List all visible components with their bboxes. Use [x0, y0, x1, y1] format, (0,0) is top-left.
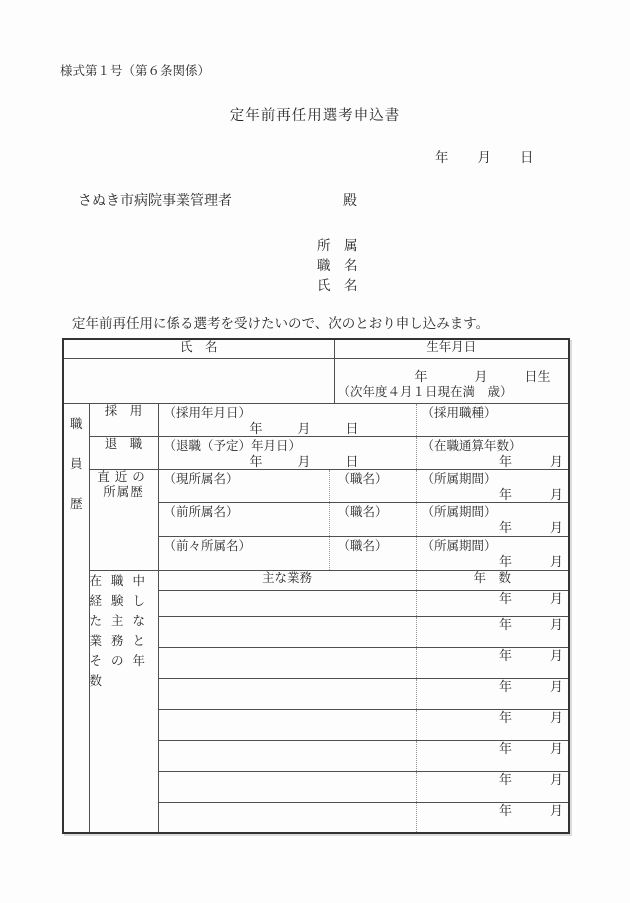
- field-affiliation-label: 所 属: [317, 238, 358, 253]
- group-label-duties-experienced: 在職中 経験し た主な 業務と その年 数: [89, 570, 158, 833]
- birth-day-label: 日生: [524, 368, 551, 384]
- duty-description-cell[interactable]: [158, 616, 416, 647]
- duty-description-cell[interactable]: [158, 771, 416, 802]
- name-column-header: 氏 名: [63, 339, 334, 358]
- honorific-dono: 殿: [343, 194, 357, 209]
- years-column-header: 年 数: [416, 570, 569, 590]
- intro-sentence: 定年前再任用に係る選考を受けたいので、次のとおり申し込みます。: [72, 316, 490, 331]
- duty-years-cell[interactable]: 年 月: [416, 771, 569, 802]
- birthdate-column-header: 生年月日: [334, 339, 569, 358]
- name-input-cell[interactable]: [63, 358, 334, 403]
- hire-jobtype-label: （採用職種）: [421, 405, 497, 420]
- birth-ymd-line: [335, 369, 569, 384]
- applicant-fields: [317, 236, 358, 296]
- before-previous-affiliation-cell[interactable]: （前々所属名）: [158, 536, 329, 570]
- duties-column-header: 主な業務: [158, 570, 416, 590]
- birth-year-label: 年: [414, 368, 428, 384]
- duty-description-cell[interactable]: [158, 709, 416, 740]
- application-table: [62, 338, 570, 834]
- hire-date-field-label: （採用年月日）: [163, 405, 252, 420]
- birth-month-label: 月: [474, 368, 488, 384]
- duty-description-cell[interactable]: [158, 802, 416, 833]
- hire-date-cell[interactable]: （採用年月日） 年 月 日: [158, 403, 416, 436]
- duty-years-cell[interactable]: 年 月: [416, 740, 569, 771]
- previous-period-cell[interactable]: （所属期間） 年 月: [416, 502, 569, 536]
- previous-affiliation-cell[interactable]: （前所属名）: [158, 502, 329, 536]
- age-note: （次年度４月１日現在満 歳）: [337, 384, 513, 399]
- current-period-cell[interactable]: （所属期間） 年 月: [416, 469, 569, 502]
- duty-description-cell[interactable]: [158, 678, 416, 709]
- birthdate-input-cell[interactable]: [334, 358, 569, 403]
- before-previous-period-cell[interactable]: （所属期間） 年 月: [416, 536, 569, 570]
- duty-years-cell[interactable]: 年 月: [416, 647, 569, 678]
- duty-description-cell[interactable]: [158, 590, 416, 616]
- row-label-retire: 退 職: [89, 436, 158, 469]
- group-label-employment-history: 職 員 歴: [63, 403, 89, 833]
- date-month-label: 月: [477, 150, 491, 165]
- date-year-label: 年: [435, 150, 449, 165]
- service-years-cell[interactable]: （在職通算年数） 年 月: [416, 436, 569, 469]
- retire-date-field-label: （退職（予定）年月日）: [163, 438, 302, 453]
- field-name-label: 氏 名: [317, 278, 358, 293]
- duty-years-cell[interactable]: 年 月: [416, 709, 569, 740]
- before-previous-post-cell[interactable]: （職名）: [329, 536, 416, 570]
- current-affiliation-cell[interactable]: （現所属名）: [158, 469, 329, 502]
- duty-years-cell[interactable]: 年 月: [416, 590, 569, 616]
- hire-jobtype-cell[interactable]: [416, 403, 569, 436]
- service-years-label: （在職通算年数）: [421, 438, 522, 453]
- addressee: さぬき市病院事業管理者: [78, 194, 232, 209]
- duty-years-cell[interactable]: 年 月: [416, 616, 569, 647]
- retire-date-cell[interactable]: （退職（予定）年月日） 年 月 日: [158, 436, 416, 469]
- form-number: 様式第１号（第６条関係）: [60, 64, 211, 78]
- duty-description-cell[interactable]: [158, 740, 416, 771]
- current-post-cell[interactable]: （職名）: [329, 469, 416, 502]
- page-title: 定年前再任用選考申込書: [229, 108, 401, 124]
- previous-post-cell[interactable]: （職名）: [329, 502, 416, 536]
- duty-years-cell[interactable]: 年 月: [416, 678, 569, 709]
- date-line: [435, 146, 534, 166]
- field-post-label: 職 名: [317, 258, 358, 273]
- date-day-label: 日: [520, 150, 534, 165]
- duty-years-cell[interactable]: 年 月: [416, 802, 569, 833]
- group-label-recent-affiliations: 直近の 所属歴: [89, 469, 158, 570]
- row-label-hire: 採 用: [89, 403, 158, 436]
- duty-description-cell[interactable]: [158, 647, 416, 678]
